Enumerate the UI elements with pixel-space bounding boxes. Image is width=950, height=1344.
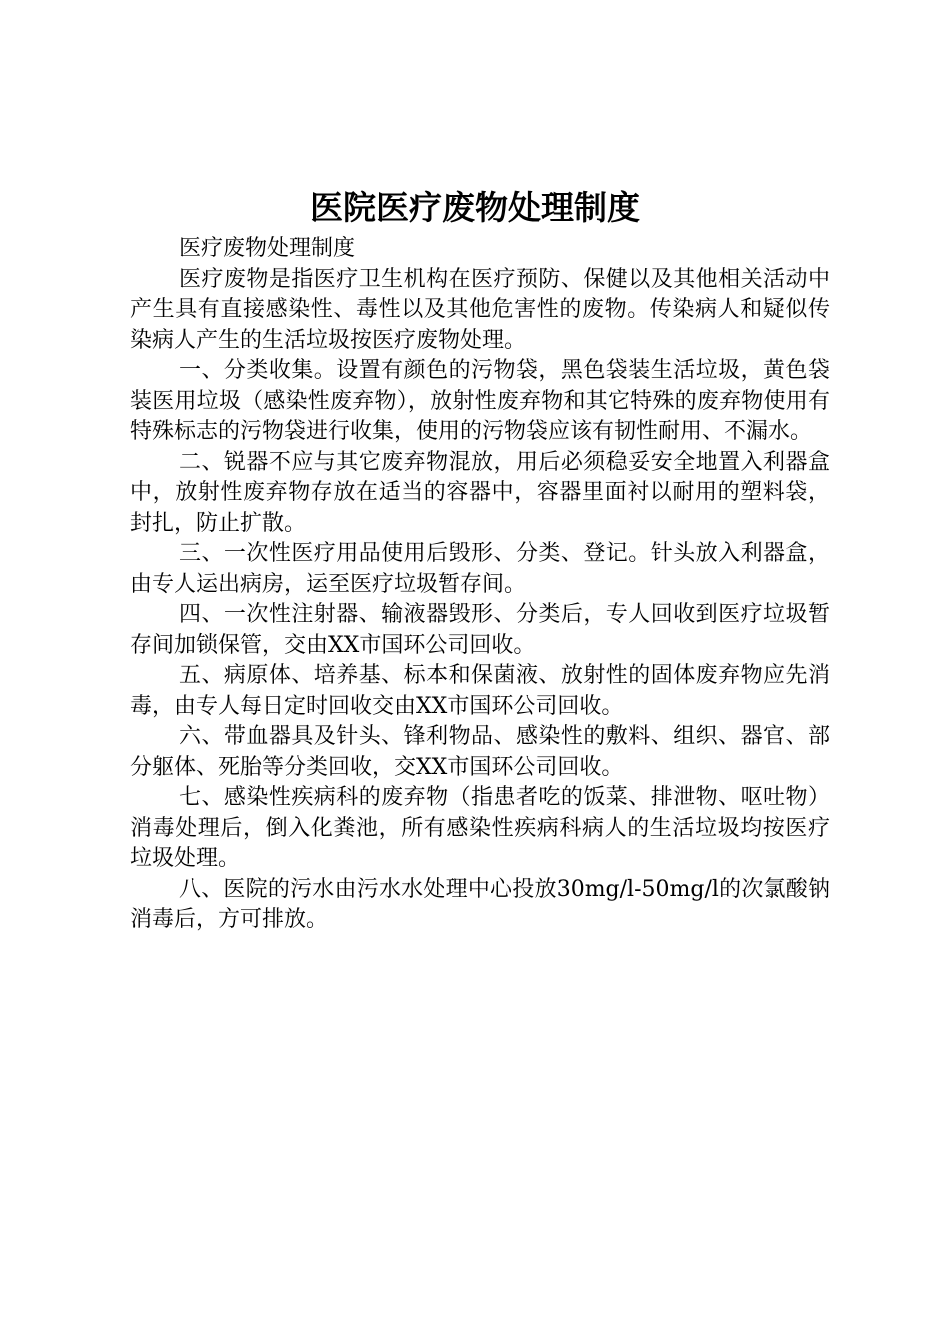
paragraph-item-4: 四、一次性注射器、输液器毁形、分类后，专人回收到医疗垃圾暂存间加锁保管，交由XX市国环公司回收。 [130,602,830,658]
document-body [130,234,830,936]
paragraph-item-5: 五、病原体、培养基、标本和保菌液、放射性的固体废弃物应先消毒，由专人每日定时回收交由XX市国环公司回收。 [130,663,830,719]
paragraph-item-8: 八、医院的污水由污水水处理中心投放30mg/l-50mg/l的次氯酸钠消毒后，方可排放。 [130,876,830,932]
paragraph-item-6: 六、带血器具及针头、锋利物品、感染性的敷料、组织、器官、部分躯体、死胎等分类回收，交XX市国环公司回收。 [130,724,830,780]
paragraph-item-2: 二、锐器不应与其它废弃物混放，用后必须稳妥安全地置入利器盒中，放射性废弃物存放在适当的容器中，容器里面衬以耐用的塑料袋，封扎，防止扩散。 [130,449,830,536]
document-title: 医院医疗废物处理制度 [310,188,640,227]
paragraph-item-3: 三、一次性医疗用品使用后毁形、分类、登记。针头放入利器盒，由专人运出病房，运至医疗垃圾暂存间。 [130,541,830,597]
paragraph-subtitle: 医疗废物处理制度 [179,236,356,261]
paragraph-definition: 医疗废物是指医疗卫生机构在医疗预防、保健以及其他相关活动中产生具有直接感染性、毒性以及其他危害性的废物。传染病人和疑似传染病人产生的生活垃圾按医疗废物处理。 [130,266,830,353]
paragraph-item-7: 七、感染性疾病科的废弃物（指患者吃的饭菜、排泄物、呕吐物）消毒处理后，倒入化粪池，所有感染性疾病科病人的生活垃圾均按医疗垃圾处理。 [130,785,830,871]
paragraph-item-1: 一、分类收集。设置有颜色的污物袋，黑色袋装生活垃圾，黄色袋装医用垃圾（感染性废弃物），放射性废弃物和其它特殊的废弃物使用有特殊标志的污物袋进行收集，使用的污物袋应该有韧性耐用、不漏水。 [130,358,830,444]
